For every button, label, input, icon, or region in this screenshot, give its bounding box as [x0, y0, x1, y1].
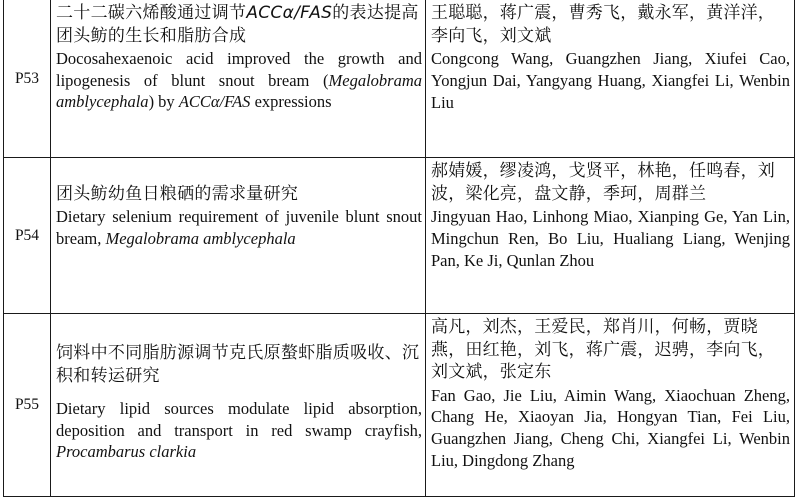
- paper-authors-cell: [426, 158, 795, 314]
- paper-title-cell: [51, 314, 426, 497]
- authors-en: Fan Gao, Jie Liu, Aimin Wang, Xiaochuan Zheng, Chang He, Xiaoyan Jia, Hongyan Tian, Fei Liu, Guangzhen Jiang, Cheng Chi, Xiangfei Li, Wenbin Liu, Dingdong Zhang: [431, 385, 790, 470]
- paper-title-en: [56, 398, 422, 463]
- paper-authors-cell: [426, 314, 795, 497]
- text-run: Docosahexaenoic acid improved the growth and lipogenesis of blunt snout bream (: [56, 49, 422, 90]
- text-run: 饲料中不同脂肪源调节克氏原螯虾脂质吸收、沉积和转运研究: [56, 343, 420, 386]
- italic-text-run: ACCα/FAS: [178, 92, 251, 111]
- italic-text-run: Megalobrama amblycephala: [56, 70, 422, 111]
- text-run: expressions: [250, 92, 332, 111]
- paper-row: [4, 158, 795, 314]
- paper-title-en: [56, 206, 422, 249]
- text-run: 二十二碳六烯酸通过调节: [56, 3, 247, 23]
- text-run: Dietary lipid sources modulate lipid absorption, deposition and transport in red swamp crayfish,: [56, 399, 422, 440]
- paper-row: [4, 314, 795, 497]
- paper-title-cell: [51, 158, 426, 314]
- text-run: Dietary selenium requirement of juvenile blunt snout bream,: [56, 207, 422, 248]
- text-run: ) by: [148, 92, 179, 111]
- authors-en: Congcong Wang, Guangzhen Jiang, Xiufei Cao, Yongjun Dai, Yangyang Huang, Xiangfei Li, Wenbin Liu: [431, 49, 790, 112]
- paper-title-zh: [56, 2, 422, 48]
- paper-title-en: [56, 48, 422, 113]
- authors-en: Jingyuan Hao, Linhong Miao, Xianping Ge, Yan Lin, Mingchun Ren, Bo Liu, Hualiang Liang, Wenjing Pan, Ke Ji, Qunlan Zhou: [431, 207, 790, 270]
- paper-title-cell: [51, 0, 426, 158]
- text-run: 团头鲂幼鱼日粮硒的需求量研究: [56, 184, 299, 204]
- paper-row: [4, 0, 795, 158]
- italic-text-run: Procambarus clarkia: [56, 442, 197, 461]
- paper-id: P55: [4, 314, 51, 497]
- text-run: 的表达提高团头鲂的生长和脂肪合成: [56, 3, 419, 46]
- italic-text-run: Megalobrama amblycephala: [105, 228, 296, 248]
- paper-id: P53: [4, 0, 51, 158]
- authors-zh: 王聪聪，蒋广震，曹秀飞，戴永军，黄洋洋，李向飞，刘文斌: [431, 3, 775, 46]
- paper-list-table: [3, 0, 795, 497]
- paper-title-zh: [56, 183, 422, 206]
- italic-text-run: ACCα/FAS: [246, 3, 333, 23]
- paper-id: P54: [4, 158, 51, 314]
- authors-zh: 郝婧媛，缪凌鸿，戈贤平，林艳，任鸣春，刘波，梁化亮，盘文静，季珂，周群兰: [431, 161, 775, 204]
- paper-authors-cell: [426, 0, 795, 158]
- paper-title-zh: [56, 342, 422, 388]
- authors-zh: 高凡，刘杰，王爱民，郑肖川，何畅，贾晓燕，田红艳，刘飞，蒋广震，迟骋，李向飞，刘文斌，张定东: [431, 317, 775, 382]
